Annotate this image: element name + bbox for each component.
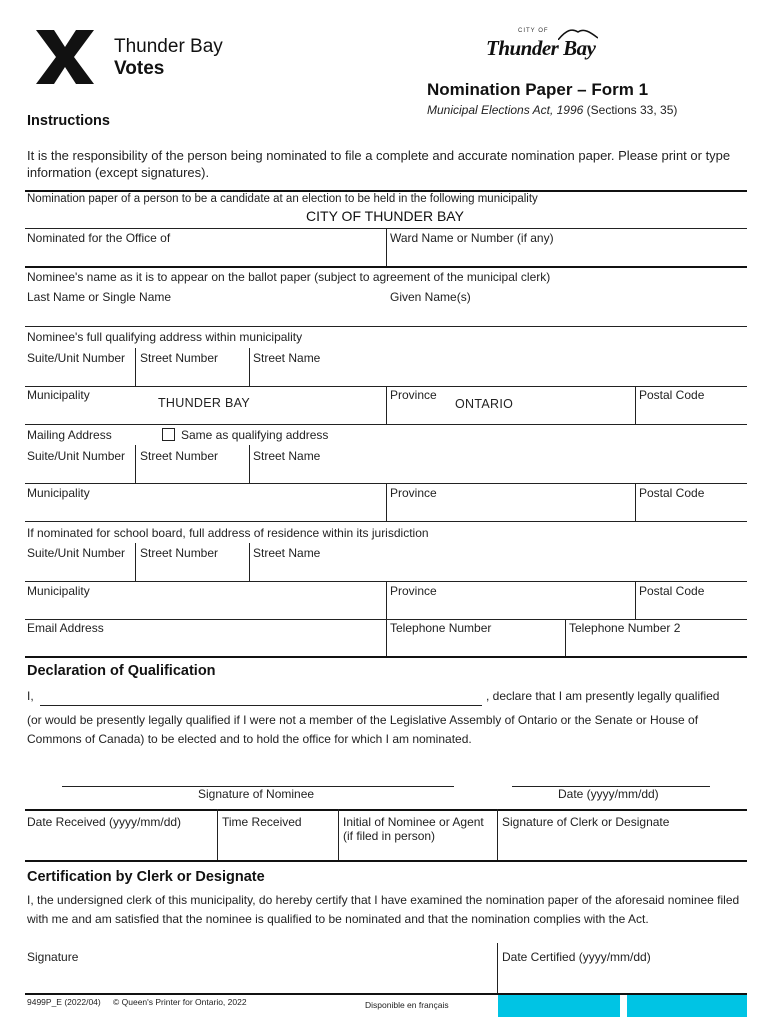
footer-french: Disponible en français [365, 1000, 449, 1010]
brand-line2: Votes [114, 58, 165, 79]
sb-suite-input[interactable] [27, 561, 131, 579]
declarant-name-input[interactable] [40, 688, 480, 705]
sleeping-giant-icon [558, 26, 598, 40]
qa-postal-label: Postal Code [639, 388, 705, 402]
sb-street-name-label: Street Name [253, 546, 321, 560]
ma-municipality-label: Municipality [27, 486, 90, 500]
declaration-declare-text: , declare that I am presently legally qualified [486, 689, 720, 703]
ma-postal-label: Postal Code [639, 486, 705, 500]
sb-street-name-input[interactable] [253, 561, 743, 579]
sb-suite-label: Suite/Unit Number [27, 546, 126, 560]
office-input[interactable] [27, 246, 382, 264]
declaration-i-label: I, [27, 689, 34, 703]
ballot-name-label: Nominee's name as it is to appear on the ballot paper (subject to agreement of the municipal clerk) [27, 270, 551, 284]
time-received-label: Time Received [222, 815, 302, 829]
form-title: Nomination Paper – Form 1 [427, 80, 649, 99]
ma-street-name-label: Street Name [253, 449, 321, 463]
qa-suite-input[interactable] [27, 366, 131, 384]
email-label: Email Address [27, 621, 104, 635]
thunder-bay-votes-logo [34, 30, 234, 86]
x-mark-icon [34, 30, 96, 84]
instructions-heading: Instructions [27, 113, 110, 129]
qa-street-number-label: Street Number [140, 351, 219, 365]
qa-province-value[interactable]: ONTARIO [455, 397, 514, 411]
email-input[interactable] [27, 636, 382, 654]
footer-copyright: © Queen's Printer for Ontario, 2022 [113, 997, 247, 1007]
qualifying-address-label: Nominee's full qualifying address within municipality [27, 330, 303, 344]
last-name-input[interactable] [27, 305, 382, 323]
brand-line1: Thunder Bay [114, 36, 223, 57]
given-name-input[interactable] [390, 305, 745, 323]
ma-street-number-label: Street Number [140, 449, 219, 463]
sb-postal-label: Postal Code [639, 584, 705, 598]
certification-body: I, the undersigned clerk of this municipality, do hereby certify that I have examined the nomination paper of the aforesaid nominee filed with me and am satisfied that the nominee is qualified to be nominated and that the nomination complies with the Act. [27, 893, 740, 926]
sb-province-label: Province [390, 584, 437, 598]
qa-suite-label: Suite/Unit Number [27, 351, 126, 365]
ma-suite-input[interactable] [27, 464, 131, 482]
certification-signature-label: Signature [27, 950, 79, 964]
phone2-input[interactable] [569, 636, 745, 654]
ma-suite-label: Suite/Unit Number [27, 449, 126, 463]
declaration-heading: Declaration of Qualification [27, 663, 216, 679]
ma-province-label: Province [390, 486, 437, 500]
qa-province-label: Province [390, 388, 437, 402]
qa-postal-input[interactable] [639, 404, 745, 422]
phone2-label: Telephone Number 2 [569, 621, 681, 635]
initial-label-1: Initial of Nominee or Agent [343, 815, 484, 829]
mailing-address-label: Mailing Address [27, 428, 112, 442]
qa-street-number-input[interactable] [140, 366, 245, 384]
city-logo-small: CITY OF [518, 28, 549, 34]
footer-barcode-box-1 [498, 995, 620, 1017]
sb-province-input[interactable] [390, 599, 631, 617]
same-as-qualifying-label: Same as qualifying address [181, 428, 329, 442]
ma-street-name-input[interactable] [253, 464, 743, 482]
sb-municipality-label: Municipality [27, 584, 90, 598]
certification-heading: Certification by Clerk or Designate [27, 869, 265, 885]
date-received-label: Date Received (yyyy/mm/dd) [27, 815, 182, 829]
footer-form-code: 9499P_E (2022/04) [27, 997, 101, 1007]
phone-label: Telephone Number [390, 621, 492, 635]
clerk-signature-label: Signature of Clerk or Designate [502, 815, 670, 829]
initial-label-2: (if filed in person) [343, 829, 436, 843]
qa-street-name-input[interactable] [253, 366, 743, 384]
sb-municipality-input[interactable] [27, 599, 382, 617]
declaration-date-label: Date (yyyy/mm/dd) [558, 787, 659, 801]
declaration-body: (or would be presently legally qualified if I were not a member of the Legislative Assembly of Ontario or the Senate or House of Commons of Canada) to be elected and to hold the office for which I am nominated. [27, 713, 699, 746]
same-as-qualifying-checkbox[interactable] [162, 428, 175, 441]
ma-municipality-input[interactable] [27, 501, 382, 519]
sb-street-number-label: Street Number [140, 546, 219, 560]
act-sections: (Sections 33, 35) [583, 103, 678, 117]
sb-postal-input[interactable] [639, 599, 745, 617]
municipality-section-value: CITY OF THUNDER BAY [306, 208, 464, 224]
ma-province-input[interactable] [390, 501, 631, 519]
nominee-signature-label: Signature of Nominee [198, 787, 315, 801]
school-board-address-label: If nominated for school board, full address of residence within its jurisdiction [27, 526, 429, 540]
municipality-section-label: Nomination paper of a person to be a candidate at an election to be held in the following municipality [27, 193, 538, 205]
instructions-text: It is the responsibility of the person being nominated to file a complete and accurate nomination paper. Please print or type information (except signatures). [27, 148, 731, 180]
act-reference [427, 103, 677, 117]
ma-postal-input[interactable] [639, 501, 745, 519]
qa-street-name-label: Street Name [253, 351, 321, 365]
ward-label: Ward Name or Number (if any) [390, 231, 554, 245]
qa-municipality-label: Municipality [27, 388, 90, 402]
phone-input[interactable] [390, 636, 561, 654]
sb-street-number-input[interactable] [140, 561, 245, 579]
ward-input[interactable] [390, 246, 745, 264]
ma-street-number-input[interactable] [140, 464, 245, 482]
qa-municipality-value[interactable]: THUNDER BAY [158, 396, 250, 410]
given-name-label: Given Name(s) [390, 290, 471, 304]
office-label: Nominated for the Office of [27, 231, 171, 245]
city-of-thunder-bay-logo [486, 28, 606, 68]
footer-barcode-box-2 [627, 995, 747, 1017]
act-name: Municipal Elections Act, 1996 [427, 103, 584, 117]
certification-date-label: Date Certified (yyyy/mm/dd) [502, 950, 651, 964]
last-name-label: Last Name or Single Name [27, 290, 172, 304]
city-logo-text: Thunder Bay [486, 36, 596, 60]
